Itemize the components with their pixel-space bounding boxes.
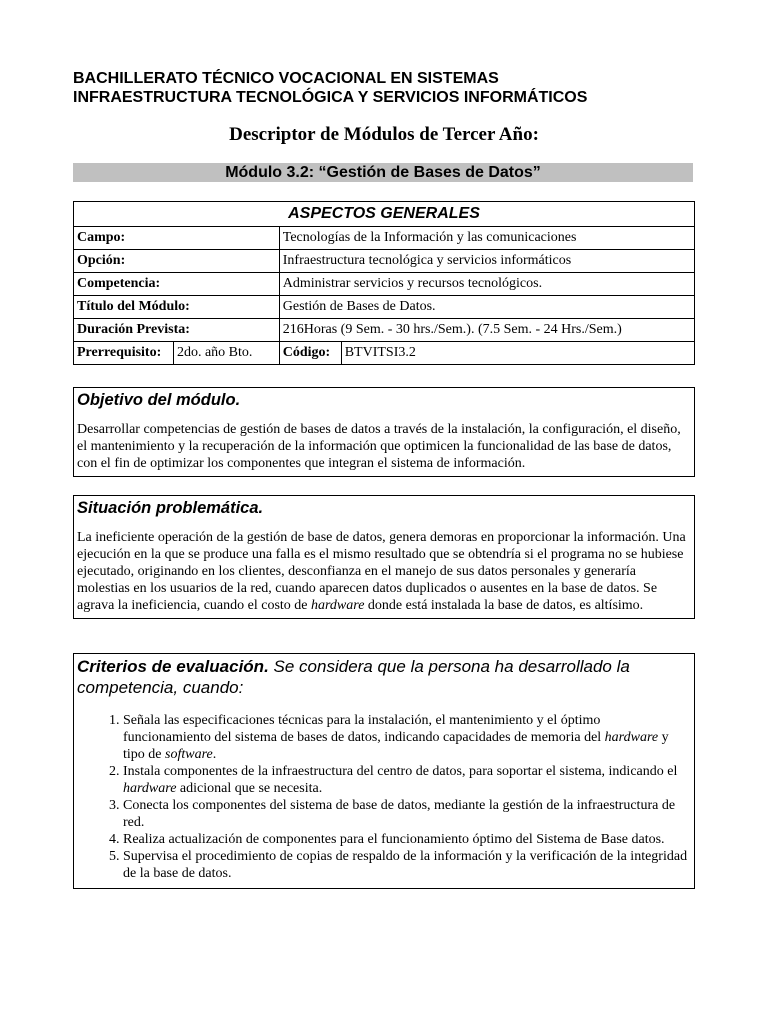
problem-text-main: La ineficiente operación de la gestión de base de datos, genera demoras en proporcionar la información. Una ejecución en la que se produce una falla es el mismo resultado que se obtendría si el programa no se hubiese ejecutado, originando en los clientes, desconfianza en el manejo de sus datos personales y generaría molestias en los usuarios de la red, cuando aparecen datos duplicados o ausentes en la base de datos. Se agrava la ineficiencia, cuando el costo de xyxy=(77,530,686,613)
criteria-item-text: y tipo de xyxy=(123,730,669,762)
table-row xyxy=(74,250,695,273)
criteria-item-italic: hardware xyxy=(604,730,659,745)
objective-text: Desarrollar competencias de gestión de bases de datos a través de la instalación, la configuración, el diseño, el mantenimiento y la recuperación de la información que optimicen la funcionalidad de las base de datos, con el fin de optimizar los componentes que integran el sistema de información. xyxy=(77,422,681,471)
objective-title: Objetivo del módulo. xyxy=(77,391,241,409)
criteria-item-text: Instala componentes de la infraestructura del centro de datos, para soportar el sistema, indicando el xyxy=(123,764,678,779)
code-label: Código: xyxy=(279,342,341,365)
problem-title: Situación problemática. xyxy=(77,499,264,517)
problem-text xyxy=(77,529,691,614)
competence-label: Competencia: xyxy=(74,273,280,296)
table-row xyxy=(74,296,695,319)
criteria-title-bold: Criterios de evaluación. xyxy=(77,657,269,676)
duration-label: Duración Prevista: xyxy=(74,319,280,342)
objective-section xyxy=(73,387,695,477)
table-row xyxy=(74,273,695,296)
list-item: 4. Realiza actualización de componentes para el funcionamiento óptimo del Sistema de Base datos. xyxy=(123,831,691,848)
problem-text-end: donde está instalada la base de datos, es altísimo. xyxy=(367,598,644,613)
criteria-title-rest: Se considera que la persona ha desarrollado la competencia, cuando: xyxy=(77,657,630,697)
module-title-bar: Módulo 3.2: “Gestión de Bases de Datos” xyxy=(73,163,693,182)
module-title-value: Gestión de Bases de Datos. xyxy=(279,296,694,319)
criteria-item-italic: software xyxy=(165,747,213,762)
header-line-2: INFRAESTRUCTURA TECNOLÓGICA Y SERVICIOS INFORMÁTICOS xyxy=(73,89,588,106)
prerequisite-value: 2do. año Bto. xyxy=(173,342,279,365)
list-item xyxy=(123,763,691,797)
institution-header xyxy=(73,69,713,107)
table-row xyxy=(74,342,695,365)
criteria-list xyxy=(77,712,691,882)
criteria-title xyxy=(77,656,691,698)
problem-section xyxy=(73,495,695,619)
criteria-item-text: adicional que se necesita. xyxy=(179,781,323,796)
criteria-item-text: Señala las especificaciones técnicas para la instalación, el mantenimiento y el óptimo funcionamiento del sistema de bases de datos, indicando capacidades de memoria del xyxy=(123,713,602,745)
prerequisite-label: Prerrequisito: xyxy=(74,342,174,365)
module-title-label: Título del Módulo: xyxy=(74,296,280,319)
list-item: 3. Conecta los componentes del sistema de base de datos, mediante la gestión de la infraestructura de red. xyxy=(123,797,691,831)
option-label: Opción: xyxy=(74,250,280,273)
document-title: Descriptor de Módulos de Tercer Año: xyxy=(229,124,539,145)
general-aspects-heading: ASPECTOS GENERALES xyxy=(74,202,695,227)
code-value: BTVITSI3.2 xyxy=(341,342,694,365)
list-item xyxy=(123,712,691,763)
criteria-item-italic: hardware xyxy=(123,781,177,796)
list-item: 5. Supervisa el procedimiento de copias de respaldo de la información y la verificación de la integridad de la base de datos. xyxy=(123,848,691,882)
header-line-1: BACHILLERATO TÉCNICO VOCACIONAL EN SISTEMAS xyxy=(73,70,499,87)
competence-value: Administrar servicios y recursos tecnológicos. xyxy=(279,273,694,296)
criteria-section xyxy=(73,653,695,889)
option-value: Infraestructura tecnológica y servicios informáticos xyxy=(279,250,694,273)
table-row xyxy=(74,227,695,250)
problem-italic-word: hardware xyxy=(311,598,365,613)
field-value: Tecnologías de la Información y las comunicaciones xyxy=(279,227,694,250)
duration-value: 216Horas (9 Sem. - 30 hrs./Sem.). (7.5 Sem. - 24 Hrs./Sem.) xyxy=(279,319,694,342)
field-label: Campo: xyxy=(74,227,280,250)
general-aspects-table xyxy=(73,201,695,365)
criteria-item-text: . xyxy=(212,747,217,762)
table-row xyxy=(74,319,695,342)
